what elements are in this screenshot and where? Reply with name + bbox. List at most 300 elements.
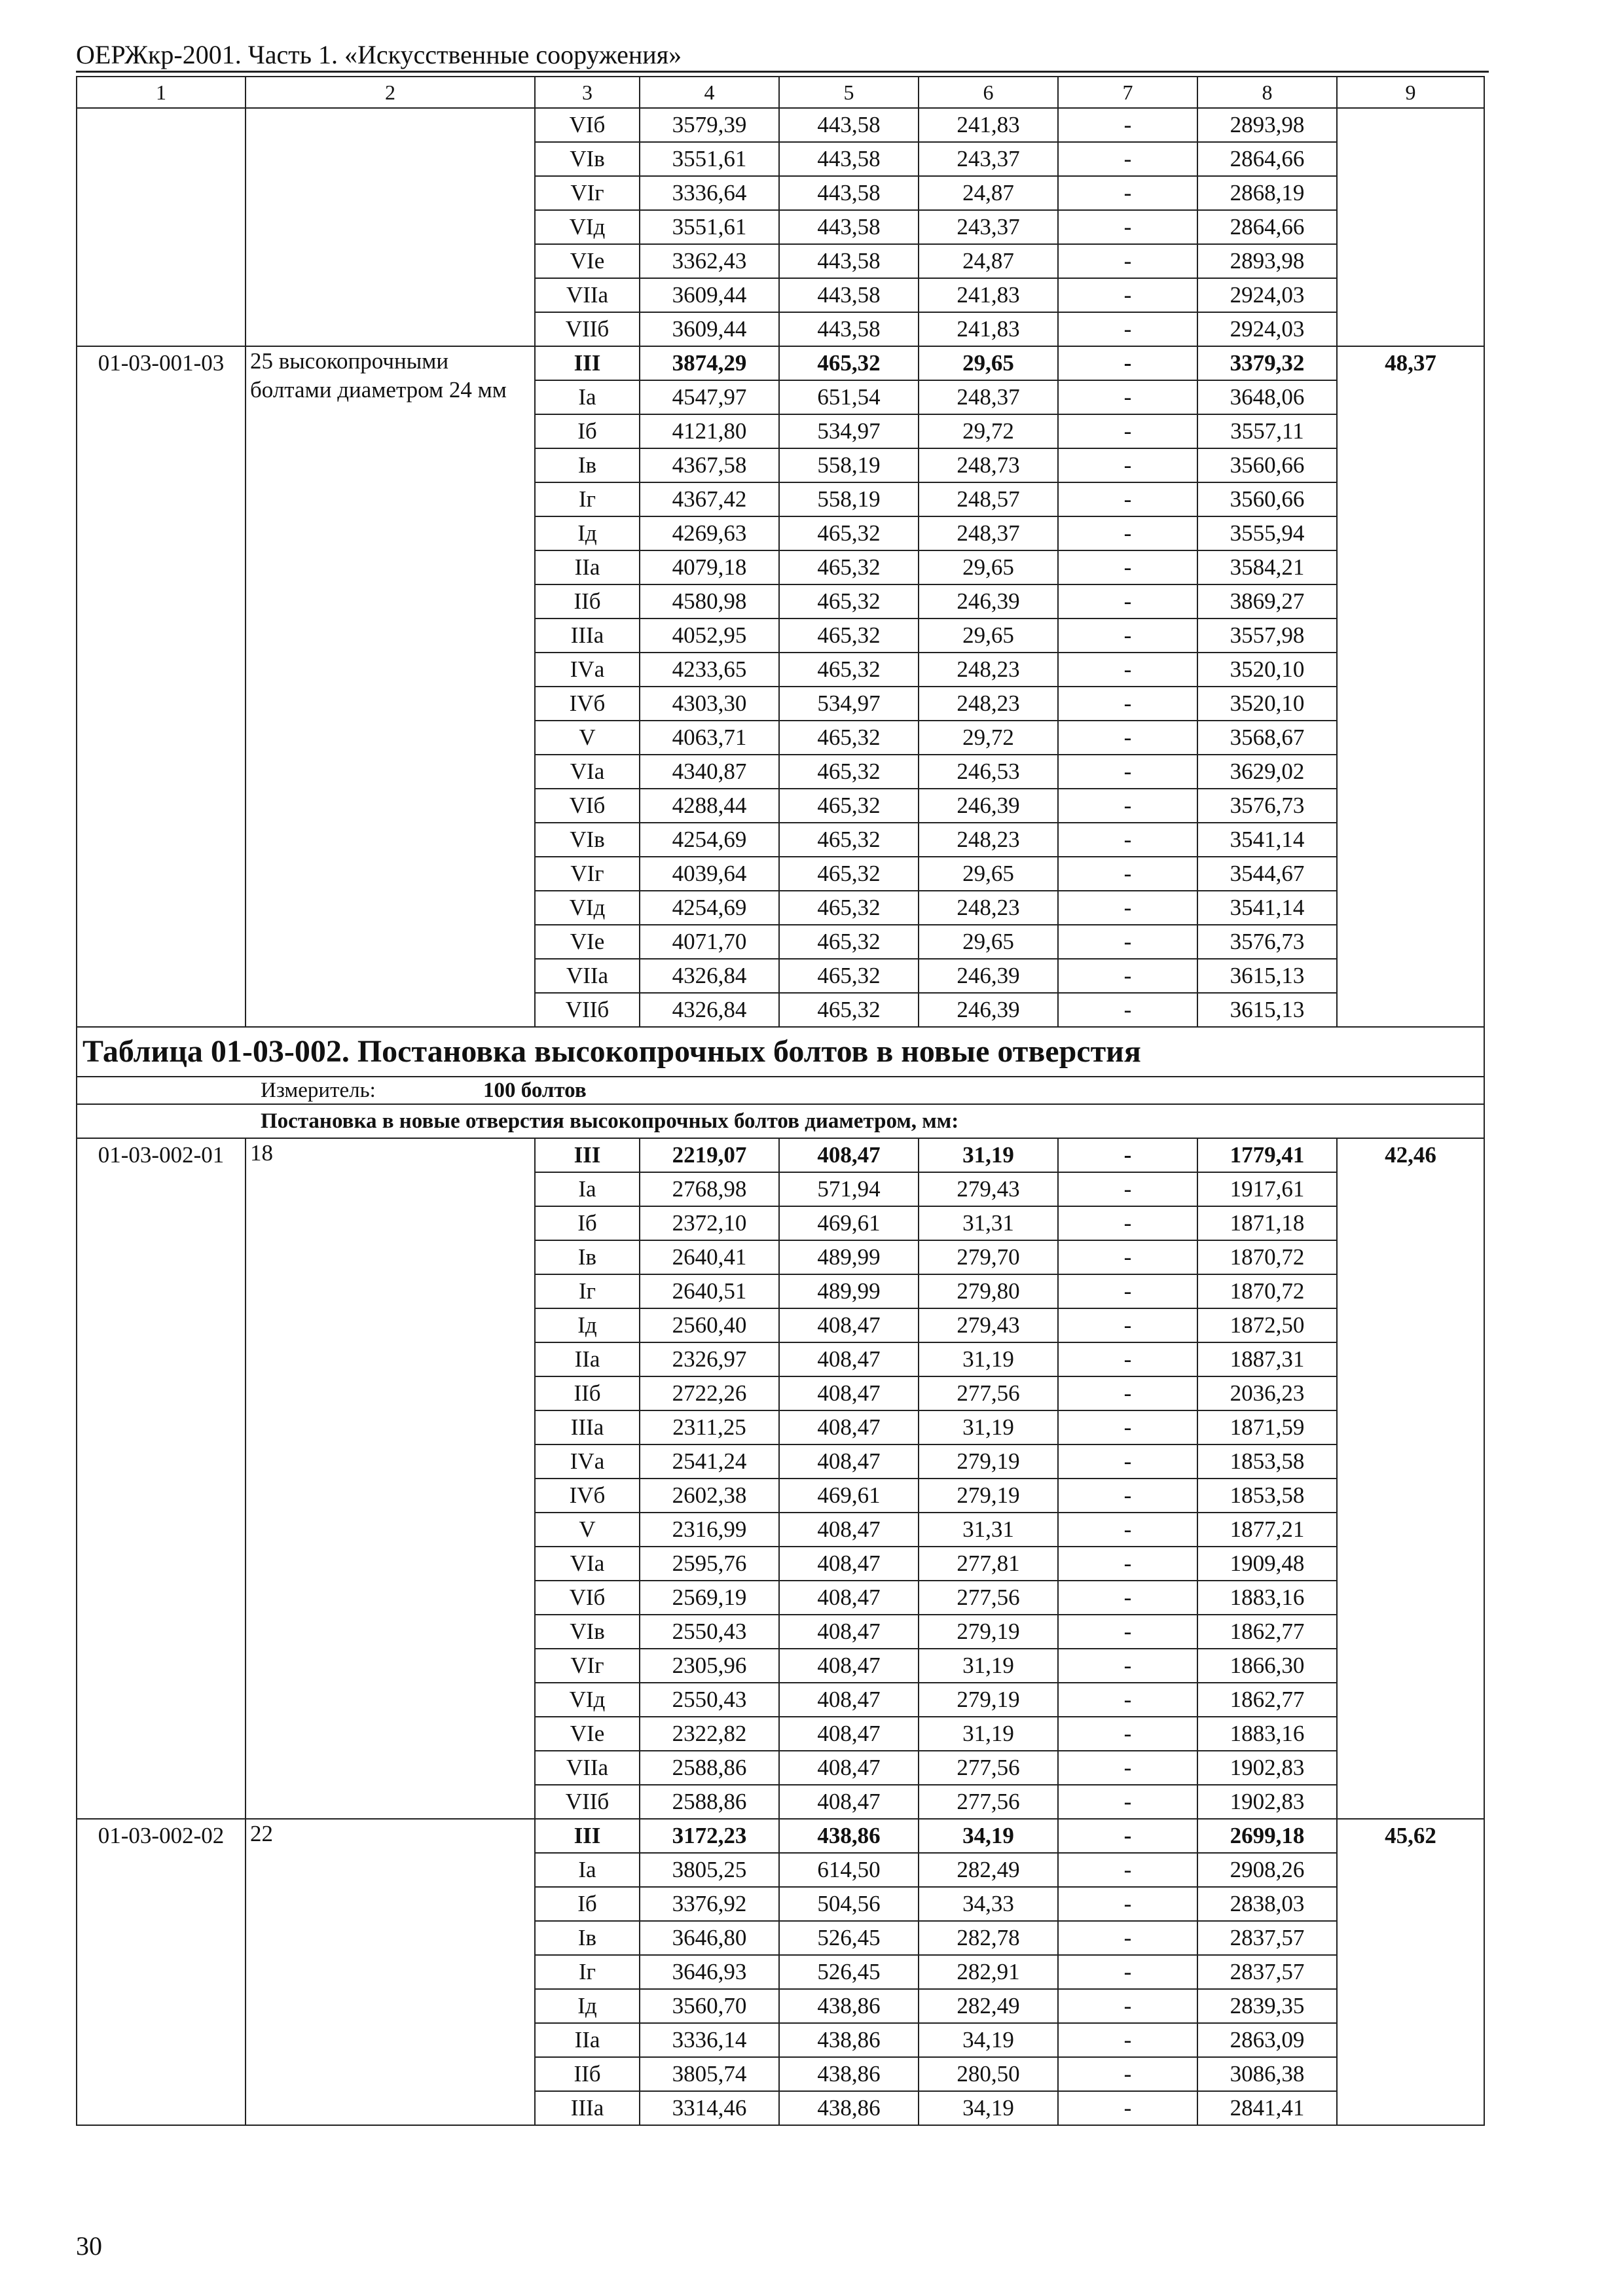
value-cell: 2550,43: [640, 1683, 779, 1717]
page-header: ОЕРЖкр-2001. Часть 1. «Искусственные сооружения»: [76, 40, 682, 69]
value-cell: -: [1058, 1547, 1197, 1581]
value-cell: 243,37: [919, 142, 1058, 176]
value-cell: 1870,72: [1197, 1240, 1337, 1274]
value-cell: 3615,13: [1197, 959, 1337, 993]
value-cell: 31,31: [919, 1206, 1058, 1240]
value-cell: 4039,64: [640, 857, 779, 891]
value-cell: 1862,77: [1197, 1683, 1337, 1717]
value-cell: 3172,23: [640, 1819, 779, 1853]
value-cell: 2699,18: [1197, 1819, 1337, 1853]
value-cell: -: [1058, 925, 1197, 959]
value-cell: 248,23: [919, 823, 1058, 857]
value-cell: 3379,32: [1197, 346, 1337, 380]
value-cell: 29,72: [919, 414, 1058, 448]
value-cell: 3615,13: [1197, 993, 1337, 1027]
value-cell: 443,58: [779, 278, 919, 312]
column-number: 6: [919, 77, 1058, 108]
value-cell: 438,86: [779, 2057, 919, 2091]
column-number: 1: [77, 77, 246, 108]
value-cell: 31,19: [919, 1717, 1058, 1751]
price-table: [76, 76, 1485, 2126]
value-cell: 534,97: [779, 414, 919, 448]
value-cell: 2602,38: [640, 1479, 779, 1513]
value-cell: 4288,44: [640, 789, 779, 823]
value-cell: 279,43: [919, 1172, 1058, 1206]
value-cell: -: [1058, 278, 1197, 312]
value-cell: 24,87: [919, 176, 1058, 210]
value-cell: VIг: [535, 176, 640, 210]
rate-name: 22: [246, 1819, 535, 2125]
value-cell: 465,32: [779, 755, 919, 789]
value-cell: 2864,66: [1197, 210, 1337, 244]
value-cell: 248,57: [919, 482, 1058, 516]
value-cell: VIIа: [535, 278, 640, 312]
column-number: 7: [1058, 77, 1197, 108]
value-cell: 651,54: [779, 380, 919, 414]
value-cell: 277,81: [919, 1547, 1058, 1581]
value-cell: 1853,58: [1197, 1444, 1337, 1479]
value-cell: 246,53: [919, 755, 1058, 789]
value-cell: VIе: [535, 244, 640, 278]
value-cell: Iд: [535, 1308, 640, 1342]
value-cell: -: [1058, 1342, 1197, 1376]
value-cell: -: [1058, 142, 1197, 176]
value-cell: 279,19: [919, 1683, 1058, 1717]
value-cell: 277,56: [919, 1751, 1058, 1785]
value-cell: -: [1058, 380, 1197, 414]
value-cell: 1887,31: [1197, 1342, 1337, 1376]
value-cell: 4079,18: [640, 550, 779, 584]
value-cell: 443,58: [779, 312, 919, 346]
unit-label: Измеритель:: [261, 1079, 376, 1102]
value-cell: 2838,03: [1197, 1887, 1337, 1921]
value-cell: VIе: [535, 1717, 640, 1751]
value-cell: Iв: [535, 1240, 640, 1274]
value-cell: -: [1058, 1751, 1197, 1785]
value-cell: 4254,69: [640, 823, 779, 857]
value-cell: 3314,46: [640, 2091, 779, 2125]
value-cell: 614,50: [779, 1853, 919, 1887]
value-cell: 3805,25: [640, 1853, 779, 1887]
value-cell: 3869,27: [1197, 584, 1337, 619]
value-cell: 443,58: [779, 210, 919, 244]
value-cell: 2837,57: [1197, 1955, 1337, 1989]
value-cell: VIIб: [535, 1785, 640, 1819]
value-cell: 558,19: [779, 448, 919, 482]
value-cell: 3376,92: [640, 1887, 779, 1921]
value-cell: 29,65: [919, 550, 1058, 584]
value-cell: 248,23: [919, 891, 1058, 925]
value-cell: -: [1058, 176, 1197, 210]
value-cell: 246,39: [919, 789, 1058, 823]
value-cell: 1862,77: [1197, 1615, 1337, 1649]
value-cell: VIб: [535, 1581, 640, 1615]
value-cell: -: [1058, 653, 1197, 687]
value-cell: Iг: [535, 482, 640, 516]
column-number: 2: [246, 77, 535, 108]
value-cell: 408,47: [779, 1376, 919, 1410]
value-cell: 1909,48: [1197, 1547, 1337, 1581]
value-cell: 31,19: [919, 1342, 1058, 1376]
value-cell: VIв: [535, 823, 640, 857]
value-cell: 489,99: [779, 1240, 919, 1274]
value-cell: VIв: [535, 1615, 640, 1649]
value-cell: 408,47: [779, 1717, 919, 1751]
value-cell: -: [1058, 1887, 1197, 1921]
rate-name: 25 высокопрочными болтами диаметром 24 мм: [246, 346, 535, 1027]
value-cell: 2864,66: [1197, 142, 1337, 176]
header-rule: [76, 71, 1489, 73]
value-cell: 3874,29: [640, 346, 779, 380]
rate-code: 01-03-001-03: [77, 346, 246, 1027]
value-cell: 2305,96: [640, 1649, 779, 1683]
value-cell: 2841,41: [1197, 2091, 1337, 2125]
value-cell: 282,91: [919, 1955, 1058, 1989]
value-cell: 29,65: [919, 857, 1058, 891]
value-cell: 408,47: [779, 1547, 919, 1581]
value-cell: 34,33: [919, 1887, 1058, 1921]
value-cell: -: [1058, 1615, 1197, 1649]
value-cell: 34,19: [919, 1819, 1058, 1853]
value-cell: -: [1058, 1513, 1197, 1547]
value-cell: 408,47: [779, 1581, 919, 1615]
value-cell: 3551,61: [640, 210, 779, 244]
value-cell: 29,65: [919, 925, 1058, 959]
value-cell: 2219,07: [640, 1138, 779, 1172]
value-cell: 3584,21: [1197, 550, 1337, 584]
value-cell: -: [1058, 584, 1197, 619]
value-cell: 2316,99: [640, 1513, 779, 1547]
value-cell: 282,49: [919, 1853, 1058, 1887]
value-cell: V: [535, 1513, 640, 1547]
value-cell: 465,32: [779, 653, 919, 687]
value-cell: -: [1058, 1989, 1197, 2023]
value-cell: 1883,16: [1197, 1717, 1337, 1751]
value-cell: 465,32: [779, 346, 919, 380]
value-cell: IIа: [535, 2023, 640, 2057]
value-cell: -: [1058, 1683, 1197, 1717]
value-cell: 1902,83: [1197, 1751, 1337, 1785]
unit-row: [77, 1077, 1484, 1104]
subheading-row: [77, 1104, 1484, 1138]
value-cell: 3541,14: [1197, 823, 1337, 857]
value-cell: VIа: [535, 1547, 640, 1581]
value-cell: 4121,80: [640, 414, 779, 448]
value-cell: 1902,83: [1197, 1785, 1337, 1819]
value-cell: 3557,11: [1197, 414, 1337, 448]
value-cell: VIIб: [535, 993, 640, 1027]
value-cell: 248,37: [919, 516, 1058, 550]
value-cell: -: [1058, 721, 1197, 755]
value-cell: 248,73: [919, 448, 1058, 482]
value-cell: 277,56: [919, 1785, 1058, 1819]
value-cell: 534,97: [779, 687, 919, 721]
value-cell: III: [535, 1819, 640, 1853]
value-cell: -: [1058, 687, 1197, 721]
value-cell: 408,47: [779, 1683, 919, 1717]
value-cell: 469,61: [779, 1206, 919, 1240]
value-cell: 4547,97: [640, 380, 779, 414]
labor-cost: 48,37: [1337, 346, 1484, 1027]
labor-cost: [1337, 108, 1484, 346]
column-numbers-row: [77, 77, 1484, 108]
column-number: 8: [1197, 77, 1337, 108]
labor-cost: 42,46: [1337, 1138, 1484, 1819]
column-number: 9: [1337, 77, 1484, 108]
value-cell: -: [1058, 857, 1197, 891]
column-number: 3: [535, 77, 640, 108]
value-cell: 4233,65: [640, 653, 779, 687]
value-cell: 3805,74: [640, 2057, 779, 2091]
value-cell: 465,32: [779, 789, 919, 823]
value-cell: 3336,64: [640, 176, 779, 210]
unit-value: 100 болтов: [483, 1079, 587, 1102]
value-cell: 248,23: [919, 687, 1058, 721]
value-cell: -: [1058, 1479, 1197, 1513]
value-cell: -: [1058, 789, 1197, 823]
value-cell: 277,56: [919, 1581, 1058, 1615]
page-number: 30: [76, 2231, 102, 2261]
value-cell: 408,47: [779, 1410, 919, 1444]
value-cell: 4303,30: [640, 687, 779, 721]
value-cell: 279,19: [919, 1444, 1058, 1479]
value-cell: 3560,66: [1197, 482, 1337, 516]
value-cell: IIб: [535, 1376, 640, 1410]
value-cell: 526,45: [779, 1921, 919, 1955]
value-cell: VIIа: [535, 959, 640, 993]
value-cell: 2588,86: [640, 1751, 779, 1785]
value-cell: -: [1058, 1376, 1197, 1410]
value-cell: 2550,43: [640, 1615, 779, 1649]
value-cell: 1866,30: [1197, 1649, 1337, 1683]
value-cell: -: [1058, 1819, 1197, 1853]
value-cell: 4269,63: [640, 516, 779, 550]
value-cell: -: [1058, 312, 1197, 346]
value-cell: 2908,26: [1197, 1853, 1337, 1887]
value-cell: 443,58: [779, 142, 919, 176]
value-cell: -: [1058, 1138, 1197, 1172]
value-cell: -: [1058, 755, 1197, 789]
value-cell: IIб: [535, 2057, 640, 2091]
value-cell: 277,56: [919, 1376, 1058, 1410]
rate-code: [77, 108, 246, 346]
value-cell: 2560,40: [640, 1308, 779, 1342]
value-cell: 438,86: [779, 2091, 919, 2125]
value-cell: -: [1058, 1717, 1197, 1751]
value-cell: 1871,18: [1197, 1206, 1337, 1240]
value-cell: IVа: [535, 653, 640, 687]
value-cell: 408,47: [779, 1444, 919, 1479]
value-cell: -: [1058, 891, 1197, 925]
value-cell: 2868,19: [1197, 176, 1337, 210]
value-cell: 279,19: [919, 1615, 1058, 1649]
value-cell: 1779,41: [1197, 1138, 1337, 1172]
value-cell: IVб: [535, 687, 640, 721]
value-cell: 2893,98: [1197, 244, 1337, 278]
value-cell: 465,32: [779, 823, 919, 857]
value-cell: Iг: [535, 1274, 640, 1308]
value-cell: VIд: [535, 210, 640, 244]
value-cell: 2768,98: [640, 1172, 779, 1206]
value-cell: 3086,38: [1197, 2057, 1337, 2091]
value-cell: 465,32: [779, 516, 919, 550]
column-number: 4: [640, 77, 779, 108]
value-cell: IVб: [535, 1479, 640, 1513]
value-cell: VIб: [535, 789, 640, 823]
value-cell: 465,32: [779, 619, 919, 653]
value-cell: -: [1058, 108, 1197, 142]
table-row: [77, 1138, 1484, 1172]
table-row: [77, 108, 1484, 142]
value-cell: 526,45: [779, 1955, 919, 1989]
value-cell: 408,47: [779, 1513, 919, 1547]
value-cell: -: [1058, 993, 1197, 1027]
value-cell: VIд: [535, 1683, 640, 1717]
value-cell: 408,47: [779, 1751, 919, 1785]
value-cell: 1883,16: [1197, 1581, 1337, 1615]
value-cell: IIа: [535, 1342, 640, 1376]
value-cell: 3609,44: [640, 278, 779, 312]
value-cell: 443,58: [779, 244, 919, 278]
value-cell: -: [1058, 1921, 1197, 1955]
value-cell: -: [1058, 1444, 1197, 1479]
value-cell: 408,47: [779, 1785, 919, 1819]
value-cell: 465,32: [779, 857, 919, 891]
rate-name: 18: [246, 1138, 535, 1819]
value-cell: Iв: [535, 1921, 640, 1955]
value-cell: 34,19: [919, 2091, 1058, 2125]
value-cell: VIб: [535, 108, 640, 142]
value-cell: 2036,23: [1197, 1376, 1337, 1410]
value-cell: 1871,59: [1197, 1410, 1337, 1444]
value-cell: 2326,97: [640, 1342, 779, 1376]
value-cell: 465,32: [779, 925, 919, 959]
value-cell: 2863,09: [1197, 2023, 1337, 2057]
value-cell: -: [1058, 823, 1197, 857]
value-cell: 2722,26: [640, 1376, 779, 1410]
value-cell: 2569,19: [640, 1581, 779, 1615]
value-cell: 4071,70: [640, 925, 779, 959]
value-cell: 2541,24: [640, 1444, 779, 1479]
value-cell: 282,78: [919, 1921, 1058, 1955]
value-cell: 438,86: [779, 2023, 919, 2057]
value-cell: 3541,14: [1197, 891, 1337, 925]
value-cell: 248,23: [919, 653, 1058, 687]
value-cell: -: [1058, 1649, 1197, 1683]
value-cell: -: [1058, 1955, 1197, 1989]
value-cell: IIб: [535, 584, 640, 619]
value-cell: -: [1058, 1240, 1197, 1274]
value-cell: 4367,58: [640, 448, 779, 482]
value-cell: 465,32: [779, 721, 919, 755]
value-cell: 246,39: [919, 584, 1058, 619]
value-cell: 241,83: [919, 108, 1058, 142]
value-cell: 4367,42: [640, 482, 779, 516]
value-cell: VIе: [535, 925, 640, 959]
value-cell: 248,37: [919, 380, 1058, 414]
value-cell: 279,70: [919, 1240, 1058, 1274]
value-cell: -: [1058, 959, 1197, 993]
value-cell: IIIа: [535, 619, 640, 653]
value-cell: 4063,71: [640, 721, 779, 755]
value-cell: 4580,98: [640, 584, 779, 619]
value-cell: 438,86: [779, 1989, 919, 2023]
table-row: [77, 1819, 1484, 1853]
value-cell: Iб: [535, 1887, 640, 1921]
value-cell: 438,86: [779, 1819, 919, 1853]
table-row: [77, 346, 1484, 380]
value-cell: 469,61: [779, 1479, 919, 1513]
value-cell: -: [1058, 210, 1197, 244]
value-cell: -: [1058, 2091, 1197, 2125]
value-cell: 34,19: [919, 2023, 1058, 2057]
value-cell: -: [1058, 244, 1197, 278]
value-cell: 1872,50: [1197, 1308, 1337, 1342]
value-cell: 558,19: [779, 482, 919, 516]
value-cell: 443,58: [779, 108, 919, 142]
value-cell: 241,83: [919, 312, 1058, 346]
value-cell: 1877,21: [1197, 1513, 1337, 1547]
value-cell: 2372,10: [640, 1206, 779, 1240]
value-cell: 465,32: [779, 550, 919, 584]
value-cell: Iд: [535, 516, 640, 550]
subheading: Постановка в новые отверстия высокопрочных болтов диаметром, мм:: [77, 1104, 1484, 1138]
value-cell: 243,37: [919, 210, 1058, 244]
value-cell: -: [1058, 1308, 1197, 1342]
section-title-row: [77, 1027, 1484, 1077]
value-cell: 4254,69: [640, 891, 779, 925]
value-cell: 504,56: [779, 1887, 919, 1921]
value-cell: 465,32: [779, 891, 919, 925]
value-cell: VIа: [535, 755, 640, 789]
value-cell: Iг: [535, 1955, 640, 1989]
value-cell: 4326,84: [640, 959, 779, 993]
value-cell: -: [1058, 1274, 1197, 1308]
value-cell: Iа: [535, 380, 640, 414]
value-cell: 241,83: [919, 278, 1058, 312]
value-cell: 3576,73: [1197, 925, 1337, 959]
value-cell: 571,94: [779, 1172, 919, 1206]
value-cell: 29,65: [919, 619, 1058, 653]
value-cell: 465,32: [779, 584, 919, 619]
value-cell: VIIб: [535, 312, 640, 346]
rate-code: 01-03-002-02: [77, 1819, 246, 2125]
value-cell: 3555,94: [1197, 516, 1337, 550]
value-cell: 4052,95: [640, 619, 779, 653]
value-cell: -: [1058, 2023, 1197, 2057]
value-cell: 31,31: [919, 1513, 1058, 1547]
value-cell: 280,50: [919, 2057, 1058, 2091]
value-cell: IVа: [535, 1444, 640, 1479]
value-cell: 3609,44: [640, 312, 779, 346]
value-cell: 2924,03: [1197, 278, 1337, 312]
value-cell: 282,49: [919, 1989, 1058, 2023]
value-cell: Iб: [535, 1206, 640, 1240]
value-cell: III: [535, 346, 640, 380]
value-cell: 2588,86: [640, 1785, 779, 1819]
value-cell: -: [1058, 550, 1197, 584]
rate-name: [246, 108, 535, 346]
value-cell: 2322,82: [640, 1717, 779, 1751]
value-cell: 246,39: [919, 959, 1058, 993]
value-cell: VIг: [535, 1649, 640, 1683]
value-cell: -: [1058, 1172, 1197, 1206]
value-cell: 24,87: [919, 244, 1058, 278]
value-cell: 1870,72: [1197, 1274, 1337, 1308]
value-cell: 3520,10: [1197, 687, 1337, 721]
value-cell: 443,58: [779, 176, 919, 210]
value-cell: -: [1058, 1853, 1197, 1887]
